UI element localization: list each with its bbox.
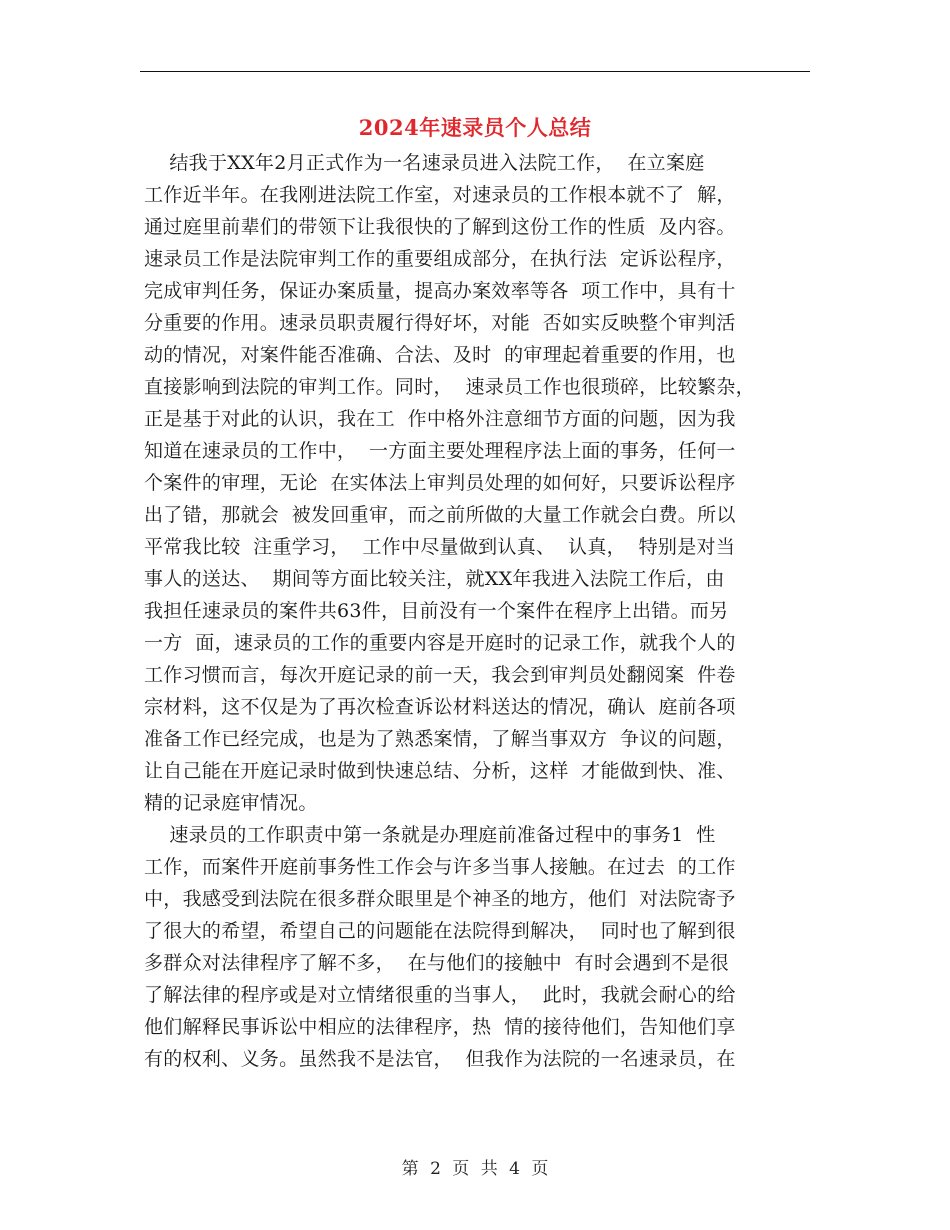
text-line: 速录员工作是法院审判工作的重要组成部分，在执行法 定诉讼程序， — [144, 248, 736, 270]
text-line: 有的权利、义务。虽然我不是法官， 但我作为法院的一名速录员，在 — [144, 1048, 736, 1070]
text-line: 工作习惯而言，每次开庭记录的前一天，我会到审判员处翻阅案 件卷 — [144, 664, 736, 686]
text-line: 精的记录庭审情况。 — [144, 792, 318, 814]
text-line: 他们解释民事诉讼中相应的法律程序，热 情的接待他们，告知他们享 — [144, 1016, 736, 1038]
text-line: 了很大的希望，希望自己的问题能在法院得到解决， 同时也了解到很 — [144, 920, 736, 942]
text-line: 中，我感受到法院在很多群众眼里是个神圣的地方，他们 对法院寄予 — [144, 888, 736, 910]
text-line: 结我于XX年2月正式作为一名速录员进入法院工作， 在立案庭 — [144, 152, 705, 174]
text-line: 速录员的工作职责中第一条就是办理庭前准备过程中的事务1 性 — [144, 824, 716, 846]
text-line: 知道在速录员的工作中， 一方面主要处理程序法上面的事务，任何一 — [144, 440, 736, 462]
text-line: 直接影响到法院的审判工作。同时， 速录员工作也很琐碎，比较繁杂， — [144, 376, 755, 398]
text-line: 了解法律的程序或是对立情绪很重的当事人， 此时，我就会耐心的给 — [144, 984, 736, 1006]
text-line: 宗材料，这不仅是为了再次检查诉讼材料送达的情况，确认 庭前各项 — [144, 696, 736, 718]
text-line: 个案件的审理，无论 在实体法上审判员处理的如何好，只要诉讼程序 — [144, 472, 736, 494]
text-line: 工作近半年。在我刚进法院工作室，对速录员的工作根本就不了 解， — [144, 184, 736, 206]
text-line: 完成审判任务，保证办案质量，提高办案效率等各 项工作中，具有十 — [144, 280, 736, 302]
document-title: 2024年速录员个人总结 — [358, 115, 592, 140]
text-line: 我担任速录员的案件共63件，目前没有一个案件在程序上出错。而另 — [144, 600, 729, 622]
text-line: 让自己能在开庭记录时做到快速总结、分析，这样 才能做到快、准、 — [144, 760, 736, 782]
document-body — [144, 147, 812, 1075]
page-footer: 第 2 页 共 4 页 — [401, 1159, 549, 1179]
text-line: 动的情况，对案件能否准确、合法、及时 的审理起着重要的作用，也 — [144, 344, 736, 366]
header-rule — [140, 71, 810, 72]
text-line: 正是基于对此的认识，我在工 作中格外注意细节方面的问题，因为我 — [144, 408, 736, 430]
text-line: 事人的送达、 期间等方面比较关注，就XX年我进入法院工作后，由 — [144, 568, 725, 590]
text-line: 分重要的作用。速录员职责履行得好坏，对能 否如实反映整个审判活 — [144, 312, 736, 334]
text-line: 出了错，那就会 被发回重审，而之前所做的大量工作就会白费。所以 — [144, 504, 736, 526]
text-line: 通过庭里前辈们的带领下让我很快的了解到这份工作的性质 及内容。 — [144, 216, 736, 238]
text-line: 准备工作已经完成，也是为了熟悉案情，了解当事双方 争议的问题， — [144, 728, 736, 750]
text-line: 工作，而案件开庭前事务性工作会与许多当事人接触。在过去 的工作 — [144, 856, 736, 878]
text-line: 平常我比较 注重学习， 工作中尽量做到认真、 认真， 特别是对当 — [144, 536, 736, 558]
text-line: 一方 面，速录员的工作的重要内容是开庭时的记录工作，就我个人的 — [144, 632, 736, 654]
text-line: 多群众对法律程序了解不多， 在与他们的接触中 有时会遇到不是很 — [144, 952, 730, 974]
